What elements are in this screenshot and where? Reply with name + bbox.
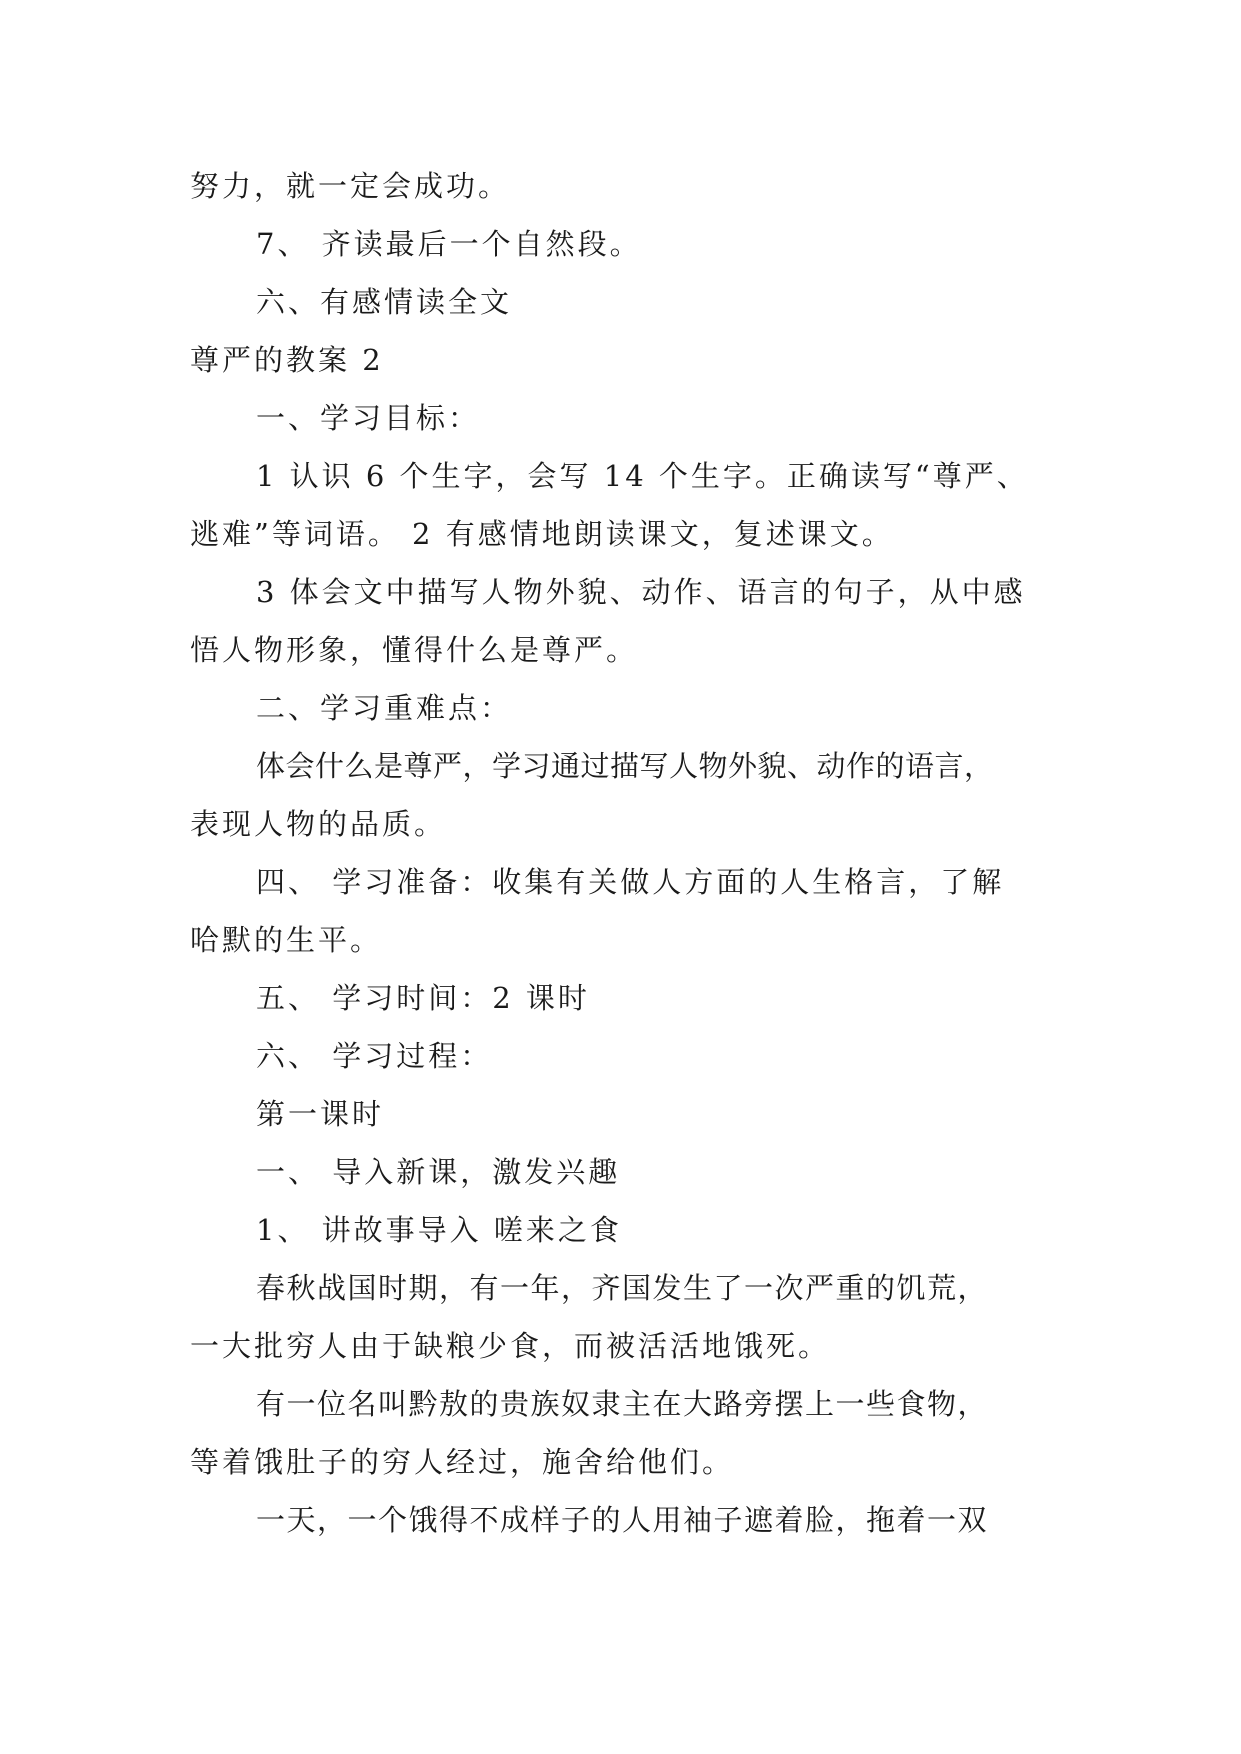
text-line: 一天，一个饿得不成样子的人用袖子遮着脸，拖着一双 xyxy=(256,1503,989,1537)
text-line: 1、 讲故事导入 嗟来之食 xyxy=(256,1213,622,1247)
text-line: 7、 齐读最后一个自然段。 xyxy=(256,227,642,261)
text-line: 春秋战国时期，有一年，齐国发生了一次严重的饥荒， xyxy=(256,1271,989,1305)
text-line: 3 体会文中描写人物外貌、动作、语言的句子，从中感 xyxy=(256,575,1026,609)
text-line: 体会什么是尊严，学习通过描写人物外貌、动作的语言， xyxy=(256,749,994,783)
text-line: 等着饿肚子的穷人经过，施舍给他们。 xyxy=(190,1445,735,1479)
text-line: 一、 导入新课，激发兴趣 xyxy=(256,1155,621,1189)
text-line: 哈默的生平。 xyxy=(190,923,383,957)
text-line: 二、学习重难点： xyxy=(256,691,513,725)
text-line: 第一课时 xyxy=(256,1097,385,1131)
text-line: 逃难”等词语。 2 有感情地朗读课文，复述课文。 xyxy=(190,517,894,551)
text-line: 1 认识 6 个生字，会写 14 个生字。正确读写“尊严、 xyxy=(256,459,1029,493)
text-line: 一大批穷人由于缺粮少食，而被活活地饿死。 xyxy=(190,1329,831,1363)
text-line: 悟人物形象，懂得什么是尊严。 xyxy=(190,633,639,667)
text-line: 表现人物的品质。 xyxy=(190,807,447,841)
text-line: 五、 学习时间：2 课时 xyxy=(256,981,590,1015)
text-line: 六、 学习过程： xyxy=(256,1039,493,1073)
text-line: 四、 学习准备：收集有关做人方面的人生格言，了解 xyxy=(256,865,1005,899)
text-line: 一、学习目标： xyxy=(256,401,481,435)
text-line: 六、有感情读全文 xyxy=(256,285,513,319)
section-title: 尊严的教案 2 xyxy=(190,343,384,377)
text-line: 有一位名叫黔敖的贵族奴隶主在大路旁摆上一些食物， xyxy=(256,1387,989,1421)
text-line: 努力，就一定会成功。 xyxy=(190,169,511,203)
